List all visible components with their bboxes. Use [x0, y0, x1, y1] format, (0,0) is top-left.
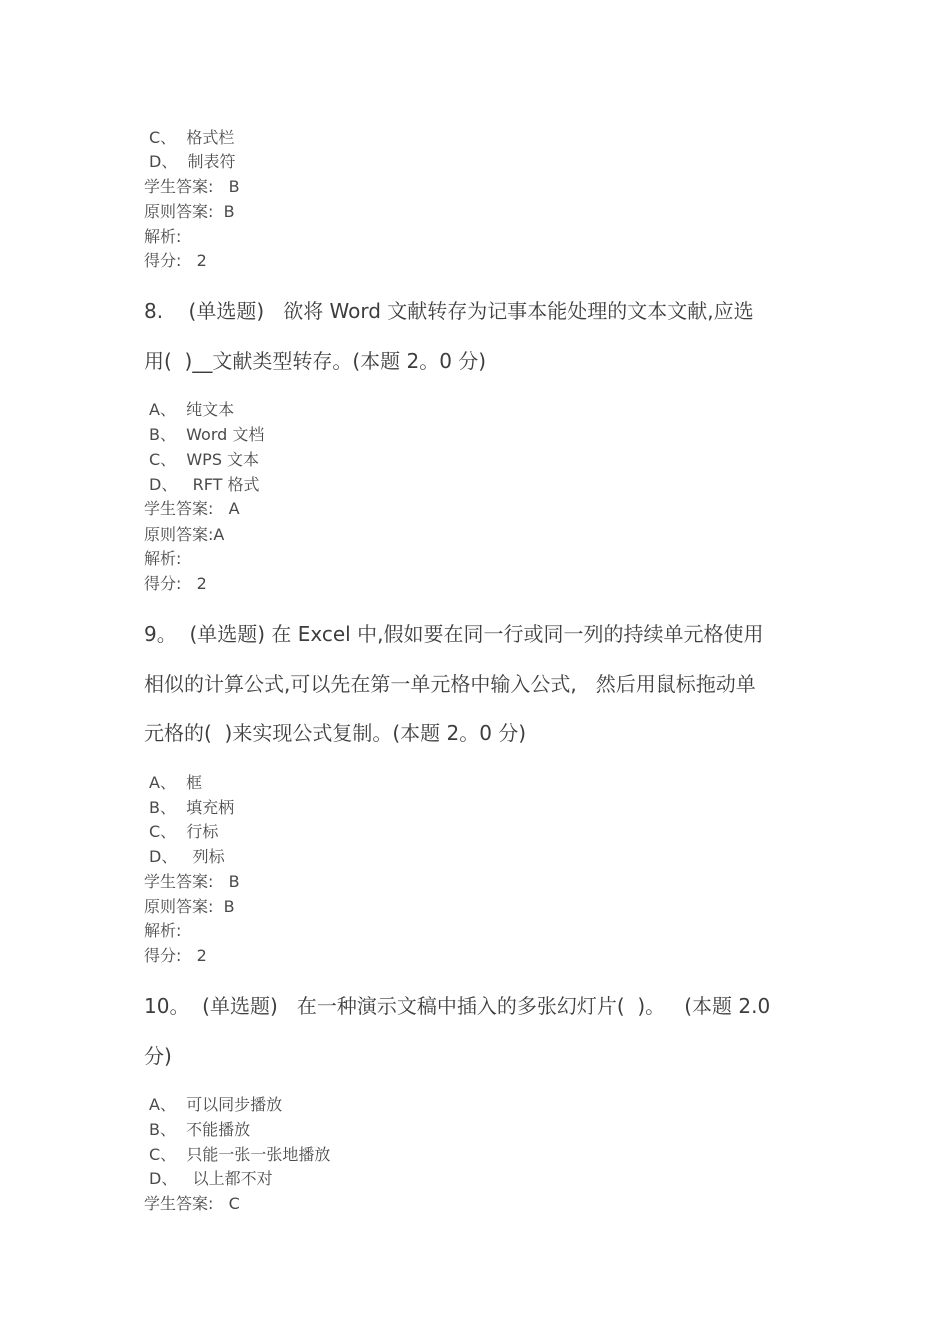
- q8-option-c: C、 WPS 文本: [149, 450, 260, 469]
- q8-analysis: 解析:: [144, 549, 182, 568]
- q10-title-line-1: 10。 (单选题) 在一种演示文稿中插入的多张幻灯片( )。 (本题 2.0: [144, 994, 771, 1018]
- q8-student-answer: 学生答案: A: [144, 499, 240, 518]
- q9-title-line-1: 9。 (单选题) 在 Excel 中,假如要在同一行或同一列的持续单元格使用: [144, 622, 764, 646]
- q9-option-c: C、 行标: [149, 822, 219, 841]
- q10-title-line-2: 分): [144, 1044, 172, 1068]
- q9-score: 得分: 2: [144, 946, 207, 965]
- q8-title-line-1: 8. (单选题) 欲将 Word 文献转存为记事本能处理的文本文献,应选: [144, 299, 754, 323]
- q9-student-answer: 学生答案: B: [144, 872, 240, 891]
- q7-student-answer: 学生答案: B: [144, 177, 240, 196]
- q9-standard-answer: 原则答案: B: [144, 897, 235, 916]
- q8-option-a: A、 纯文本: [149, 400, 235, 419]
- q10-option-b: B、 不能播放: [149, 1120, 251, 1139]
- q8-title-line-2: 用( )__文献类型转存。(本题 2。0 分): [144, 349, 487, 373]
- q7-option-d: D、 制表符: [149, 152, 236, 171]
- q9-option-d: D、 列标: [149, 847, 225, 866]
- q10-student-answer: 学生答案: C: [144, 1194, 240, 1213]
- q9-title-line-3: 元格的( )来实现公式复制。(本题 2。0 分): [144, 721, 527, 745]
- q10-option-d: D、 以上都不对: [149, 1169, 273, 1188]
- q7-analysis: 解析:: [144, 227, 182, 246]
- q9-analysis: 解析:: [144, 921, 182, 940]
- q9-option-b: B、 填充柄: [149, 798, 235, 817]
- q8-score: 得分: 2: [144, 574, 207, 593]
- q10-option-c: C、 只能一张一张地播放: [149, 1145, 331, 1164]
- q8-option-b: B、 Word 文档: [149, 425, 265, 444]
- q9-option-a: A、 框: [149, 773, 203, 792]
- q7-option-c: C、 格式栏: [149, 128, 235, 147]
- q7-score: 得分: 2: [144, 251, 207, 270]
- q10-option-a: A、 可以同步播放: [149, 1095, 283, 1114]
- q9-title-line-2: 相似的计算公式,可以先在第一单元格中输入公式, 然后用鼠标拖动单: [144, 672, 756, 696]
- q8-standard-answer: 原则答案:A: [144, 525, 225, 544]
- q7-standard-answer: 原则答案: B: [144, 202, 235, 221]
- q8-option-d: D、 RFT 格式: [149, 475, 260, 494]
